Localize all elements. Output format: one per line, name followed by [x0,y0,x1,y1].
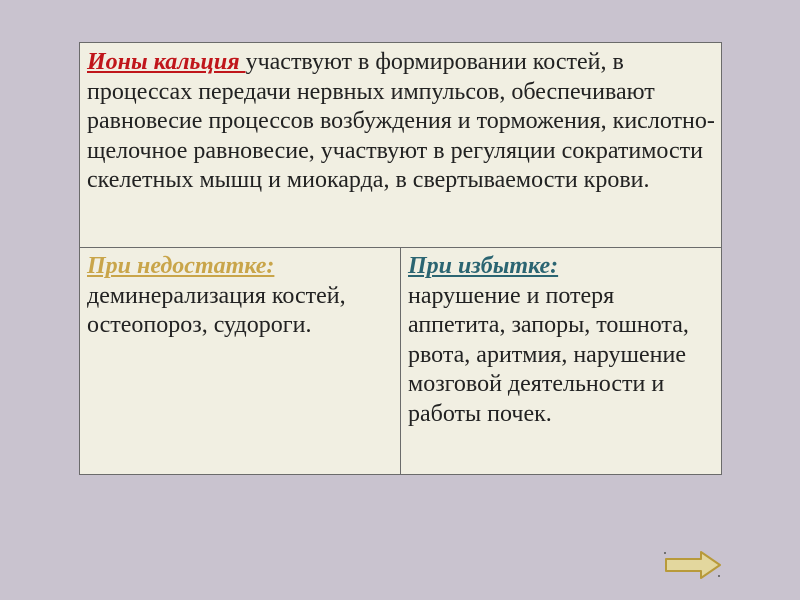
excess-cell [401,248,722,475]
next-slide-button[interactable] [664,550,722,580]
calcium-description: участвуют в формировании костей, в процессах передачи нервных импульсов, обеспечивают равновесие процессов возбуждения и торможения, кислотно-щелочное равновесие, участвуют в регуляции сократимости скелетных мышц и миокарда, в свертываемости крови. [87,49,715,193]
table-row [80,248,722,475]
calcium-description-cell [80,43,722,248]
right-arrow-icon [664,550,722,580]
excess-text: нарушение и потеря аппетита, запоры, тошнота, рвота, аритмия, нарушение мозговой деятельности и работы почек. [408,282,689,427]
deficiency-heading: При недостатке: [87,253,275,279]
decorative-dot [664,552,666,554]
decorative-dot [718,575,720,577]
excess-heading: При избытке: [408,253,559,279]
deficiency-text: деминерализация костей, остеопороз, судороги. [87,282,346,338]
table-row [80,43,722,248]
deficiency-cell [80,248,401,475]
calcium-term: Ионы кальция [87,49,246,75]
calcium-info-table [79,42,722,475]
